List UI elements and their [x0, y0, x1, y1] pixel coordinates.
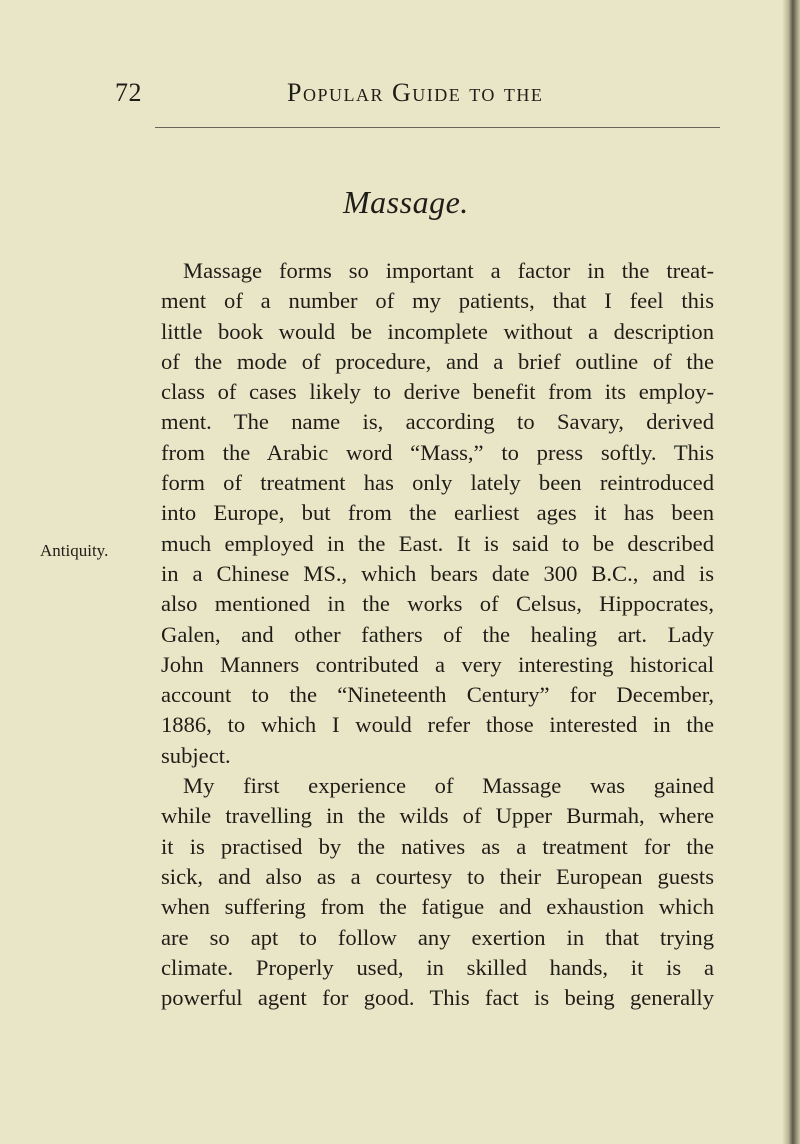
text-line: account to the “Nineteenth Century” for December,: [161, 682, 714, 708]
page-number: 72: [115, 78, 142, 107]
body-text: [161, 256, 714, 1013]
section-title: Massage.: [343, 184, 469, 220]
text-line: are so apt to follow any exertion in that trying: [161, 924, 714, 950]
text-line: form of treatment has only lately been reintroduced: [161, 470, 714, 496]
text-line: subject.: [161, 742, 231, 768]
text-line: in a Chinese MS., which bears date 300 B.C., and is: [161, 560, 714, 586]
text-line: Massage forms so important a factor in the treat-: [183, 258, 714, 283]
text-line: John Manners contributed a very interesting historical: [161, 651, 714, 677]
text-line: sick, and also as a courtesy to their European guests: [161, 863, 714, 889]
text-line: when suffering from the fatigue and exhaustion which: [161, 894, 714, 920]
margin-note: Antiquity.: [40, 541, 109, 560]
text-line: from the Arabic word “Mass,” to press softly. This: [161, 439, 714, 465]
text-line: ment. The name is, according to Savary, derived: [161, 409, 714, 435]
text-line: Galen, and other fathers of the healing art. Lady: [161, 621, 714, 647]
running-title: Popular Guide to the: [287, 78, 544, 107]
text-line: ment of a number of my patients, that I feel this: [161, 288, 714, 314]
page-edge-shadow: [782, 0, 800, 1144]
header-rule: [155, 127, 720, 128]
text-line: 1886, to which I would refer those interested in the: [161, 712, 714, 738]
text-line: much employed in the East. It is said to be described: [161, 530, 714, 556]
text-line: powerful agent for good. This fact is being generally: [161, 985, 714, 1011]
text-line: also mentioned in the works of Celsus, Hippocrates,: [161, 591, 714, 617]
text-line: climate. Properly used, in skilled hands, it is a: [161, 954, 714, 980]
text-line: into Europe, but from the earliest ages it has been: [161, 500, 714, 526]
text-line: while travelling in the wilds of Upper Burmah, where: [161, 803, 714, 829]
text-line: little book would be incomplete without a description: [161, 318, 714, 344]
text-line: class of cases likely to derive benefit from its employ-: [161, 379, 714, 405]
text-line: My first experience of Massage was gained: [183, 773, 714, 799]
text-line: of the mode of procedure, and a brief outline of the: [161, 348, 714, 374]
page-header: [115, 78, 725, 112]
text-line: it is practised by the natives as a treatment for the: [161, 833, 714, 859]
